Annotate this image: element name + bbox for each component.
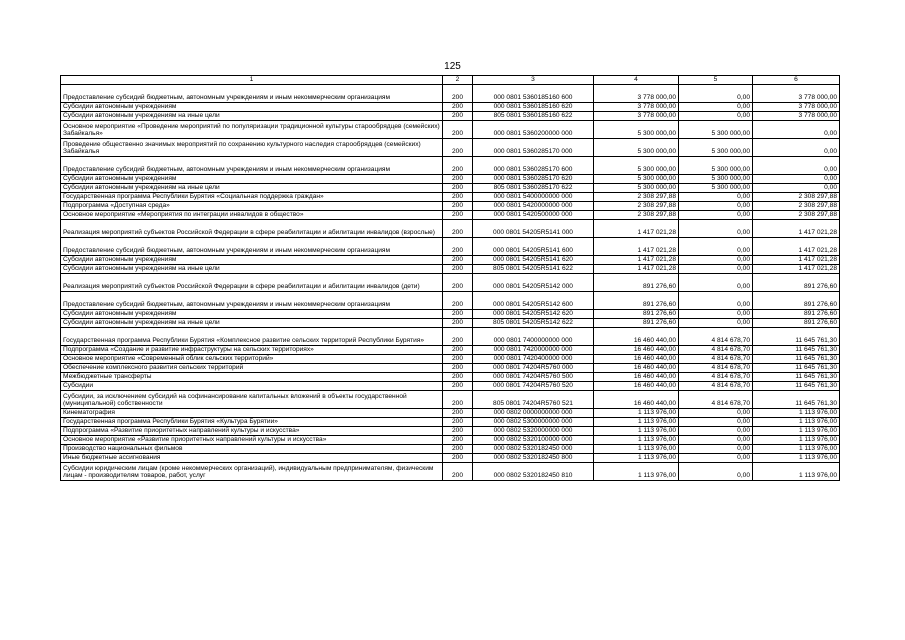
- row-name-cell: Предоставление субсидий бюджетным, автономным учреждениям и иным некоммерческим организациям: [61, 238, 443, 256]
- row-remaining-amount-cell: 0,00: [753, 139, 840, 157]
- row-executed-amount-cell: 4 814 678,70: [679, 328, 753, 346]
- row-line-code-cell: 200: [443, 121, 473, 139]
- row-line-code-cell: 200: [443, 265, 473, 274]
- row-line-code-cell: 200: [443, 175, 473, 184]
- table-row: [61, 202, 840, 211]
- row-name-cell: Государственная программа Республики Бурятия «Культура Бурятии»: [61, 418, 443, 427]
- row-line-code-cell: 200: [443, 418, 473, 427]
- row-executed-amount-cell: 0,00: [679, 85, 753, 103]
- row-budget-code-cell: 000 0801 5360285170 000: [473, 139, 594, 157]
- row-budget-code-cell: 000 0801 54205R5142 600: [473, 292, 594, 310]
- row-line-code-cell: 200: [443, 427, 473, 436]
- row-remaining-amount-cell: 11 645 761,30: [753, 391, 840, 409]
- table-row: [61, 112, 840, 121]
- column-number-4: 4: [594, 76, 679, 85]
- row-executed-amount-cell: 5 300 000,00: [679, 184, 753, 193]
- column-number-6: 6: [753, 76, 840, 85]
- row-approved-amount-cell: 1 113 976,00: [594, 454, 679, 463]
- table-row: [61, 292, 840, 310]
- row-name-cell: Предоставление субсидий бюджетным, автономным учреждениям и иным некоммерческим организациям: [61, 85, 443, 103]
- row-name-cell: Субсидии автономным учреждениям на иные цели: [61, 319, 443, 328]
- row-name-cell: Основное мероприятие «Проведение мероприятий по популяризации традиционной культуры старообрядцев (семейских) Забайкалья»: [61, 121, 443, 139]
- row-budget-code-cell: 000 0802 5320182450 800: [473, 454, 594, 463]
- row-executed-amount-cell: 0,00: [679, 445, 753, 454]
- row-line-code-cell: 200: [443, 139, 473, 157]
- row-executed-amount-cell: 4 814 678,70: [679, 373, 753, 382]
- row-remaining-amount-cell: 1 417 021,28: [753, 256, 840, 265]
- row-line-code-cell: 200: [443, 310, 473, 319]
- row-remaining-amount-cell: 2 308 297,88: [753, 202, 840, 211]
- table-row: [61, 211, 840, 220]
- row-executed-amount-cell: 0,00: [679, 319, 753, 328]
- row-executed-amount-cell: 5 300 000,00: [679, 121, 753, 139]
- row-line-code-cell: 200: [443, 463, 473, 481]
- row-executed-amount-cell: 4 814 678,70: [679, 364, 753, 373]
- row-budget-code-cell: 000 0801 54205R5142 000: [473, 274, 594, 292]
- row-budget-code-cell: 000 0801 74204R5760 500: [473, 373, 594, 382]
- row-name-cell: Субсидии, за исключением субсидий на софинансирование капитальных вложений в объекты государственной (муниципальной) собственности: [61, 391, 443, 409]
- row-name-cell: Кинематография: [61, 409, 443, 418]
- column-number-5: 5: [679, 76, 753, 85]
- row-name-cell: Производство национальных фильмов: [61, 445, 443, 454]
- row-line-code-cell: 200: [443, 157, 473, 175]
- row-name-cell: Обеспечение комплексного развития сельских территорий: [61, 364, 443, 373]
- row-budget-code-cell: 000 0802 0000000000 000: [473, 409, 594, 418]
- row-approved-amount-cell: 1 417 021,28: [594, 265, 679, 274]
- row-executed-amount-cell: 5 300 000,00: [679, 139, 753, 157]
- table-row: [61, 427, 840, 436]
- row-name-cell: Иные бюджетные ассигнования: [61, 454, 443, 463]
- row-approved-amount-cell: 5 300 000,00: [594, 184, 679, 193]
- row-budget-code-cell: 000 0801 5360200000 000: [473, 121, 594, 139]
- row-budget-code-cell: 000 0801 54205R5141 600: [473, 238, 594, 256]
- row-budget-code-cell: 000 0801 7420000000 000: [473, 346, 594, 355]
- row-name-cell: Предоставление субсидий бюджетным, автономным учреждениям и иным некоммерческим организациям: [61, 292, 443, 310]
- table-row: [61, 220, 840, 238]
- column-number-3: 3: [473, 76, 594, 85]
- table-row: [61, 175, 840, 184]
- row-name-cell: Субсидии автономным учреждениям: [61, 103, 443, 112]
- row-budget-code-cell: 805 0801 5360185160 622: [473, 112, 594, 121]
- row-executed-amount-cell: 0,00: [679, 292, 753, 310]
- row-executed-amount-cell: 0,00: [679, 220, 753, 238]
- row-name-cell: Подпрограмма «Доступная среда»: [61, 202, 443, 211]
- table-row: [61, 85, 840, 103]
- row-approved-amount-cell: 3 778 000,00: [594, 103, 679, 112]
- row-budget-code-cell: 000 0801 5400000000 000: [473, 193, 594, 202]
- row-line-code-cell: 200: [443, 319, 473, 328]
- row-approved-amount-cell: 2 308 297,88: [594, 211, 679, 220]
- row-remaining-amount-cell: 1 417 021,28: [753, 220, 840, 238]
- row-line-code-cell: 200: [443, 256, 473, 265]
- table-row: [61, 373, 840, 382]
- table-row: [61, 418, 840, 427]
- row-executed-amount-cell: 4 814 678,70: [679, 346, 753, 355]
- row-remaining-amount-cell: 0,00: [753, 121, 840, 139]
- row-approved-amount-cell: 891 276,60: [594, 292, 679, 310]
- row-approved-amount-cell: 2 308 297,88: [594, 193, 679, 202]
- row-budget-code-cell: 000 0802 5320000000 000: [473, 427, 594, 436]
- row-executed-amount-cell: 0,00: [679, 256, 753, 265]
- row-remaining-amount-cell: 3 778 000,00: [753, 112, 840, 121]
- row-remaining-amount-cell: 1 417 021,28: [753, 238, 840, 256]
- row-executed-amount-cell: 0,00: [679, 193, 753, 202]
- row-approved-amount-cell: 1 113 976,00: [594, 409, 679, 418]
- row-approved-amount-cell: 891 276,60: [594, 319, 679, 328]
- row-remaining-amount-cell: 2 308 297,88: [753, 193, 840, 202]
- row-approved-amount-cell: 16 460 440,00: [594, 373, 679, 382]
- row-approved-amount-cell: 891 276,60: [594, 310, 679, 319]
- row-remaining-amount-cell: 891 276,60: [753, 310, 840, 319]
- row-remaining-amount-cell: 0,00: [753, 175, 840, 184]
- row-name-cell: Предоставление субсидий бюджетным, автономным учреждениям и иным некоммерческим организациям: [61, 157, 443, 175]
- table-row: [61, 463, 840, 481]
- row-budget-code-cell: 000 0801 74204R5760 520: [473, 382, 594, 391]
- table-row: [61, 157, 840, 175]
- row-remaining-amount-cell: 891 276,60: [753, 274, 840, 292]
- row-line-code-cell: 200: [443, 193, 473, 202]
- table-row: [61, 193, 840, 202]
- row-approved-amount-cell: 3 778 000,00: [594, 85, 679, 103]
- row-budget-code-cell: 000 0802 5320182450 810: [473, 463, 594, 481]
- row-name-cell: Субсидии: [61, 382, 443, 391]
- row-executed-amount-cell: 0,00: [679, 427, 753, 436]
- column-number-2: 2: [443, 76, 473, 85]
- row-remaining-amount-cell: 1 113 976,00: [753, 463, 840, 481]
- table-row: [61, 454, 840, 463]
- row-remaining-amount-cell: 1 113 976,00: [753, 427, 840, 436]
- table-row: [61, 238, 840, 256]
- row-remaining-amount-cell: 1 113 976,00: [753, 436, 840, 445]
- table-row: [61, 310, 840, 319]
- row-remaining-amount-cell: 1 417 021,28: [753, 265, 840, 274]
- row-remaining-amount-cell: 3 778 000,00: [753, 103, 840, 112]
- table-row: [61, 265, 840, 274]
- row-name-cell: Реализация мероприятий субъектов Российской Федерации в сфере реабилитации и абилитации инвалидов (взрослые): [61, 220, 443, 238]
- row-approved-amount-cell: 16 460 440,00: [594, 328, 679, 346]
- row-budget-code-cell: 000 0801 54205R5141 000: [473, 220, 594, 238]
- row-line-code-cell: 200: [443, 346, 473, 355]
- row-name-cell: Субсидии автономным учреждениям: [61, 310, 443, 319]
- row-budget-code-cell: 000 0801 5360185160 600: [473, 85, 594, 103]
- row-budget-code-cell: 805 0801 5360285170 622: [473, 184, 594, 193]
- table-row: [61, 319, 840, 328]
- row-budget-code-cell: 000 0802 5300000000 000: [473, 418, 594, 427]
- row-budget-code-cell: 000 0801 7400000000 000: [473, 328, 594, 346]
- row-remaining-amount-cell: 11 645 761,30: [753, 382, 840, 391]
- table-row: [61, 364, 840, 373]
- row-name-cell: Проведение общественно значимых мероприятий по сохранению культурного наследия старообрядцев (семейских) Забайкалья: [61, 139, 443, 157]
- row-approved-amount-cell: 5 300 000,00: [594, 175, 679, 184]
- row-budget-code-cell: 000 0801 54205R5142 620: [473, 310, 594, 319]
- row-remaining-amount-cell: 891 276,60: [753, 319, 840, 328]
- row-remaining-amount-cell: 1 113 976,00: [753, 409, 840, 418]
- row-line-code-cell: 200: [443, 454, 473, 463]
- row-budget-code-cell: 000 0802 5320182450 000: [473, 445, 594, 454]
- row-line-code-cell: 200: [443, 238, 473, 256]
- row-approved-amount-cell: 1 113 976,00: [594, 436, 679, 445]
- row-name-cell: Государственная программа Республики Бурятия «Комплексное развитие сельских территорий Республики Бурятия»: [61, 328, 443, 346]
- page-number: 125: [444, 61, 461, 72]
- row-budget-code-cell: 000 0801 54205R5141 620: [473, 256, 594, 265]
- row-approved-amount-cell: 16 460 440,00: [594, 355, 679, 364]
- table-row: [61, 436, 840, 445]
- row-remaining-amount-cell: 11 645 761,30: [753, 355, 840, 364]
- row-name-cell: Межбюджетные трансферты: [61, 373, 443, 382]
- row-executed-amount-cell: 0,00: [679, 409, 753, 418]
- row-budget-code-cell: 000 0801 5420500000 000: [473, 211, 594, 220]
- row-line-code-cell: 200: [443, 373, 473, 382]
- table-row: [61, 445, 840, 454]
- column-number-1: 1: [61, 76, 443, 85]
- table-body: [61, 76, 840, 481]
- row-line-code-cell: 200: [443, 112, 473, 121]
- row-line-code-cell: 200: [443, 85, 473, 103]
- row-executed-amount-cell: 0,00: [679, 211, 753, 220]
- row-executed-amount-cell: 0,00: [679, 463, 753, 481]
- row-name-cell: Подпрограмма «Создание и развитие инфраструктуры на сельских территориях»: [61, 346, 443, 355]
- row-approved-amount-cell: 16 460 440,00: [594, 391, 679, 409]
- row-name-cell: Субсидии юридическим лицам (кроме некоммерческих организаций), индивидуальным предпринимателям, физическим лицам - производителям товаров, работ, услуг: [61, 463, 443, 481]
- row-name-cell: Подпрограмма «Развитие приоритетных направлений культуры и искусства»: [61, 427, 443, 436]
- row-remaining-amount-cell: 3 778 000,00: [753, 85, 840, 103]
- row-approved-amount-cell: 1 113 976,00: [594, 427, 679, 436]
- row-line-code-cell: 200: [443, 436, 473, 445]
- table-row: [61, 391, 840, 409]
- row-line-code-cell: 200: [443, 409, 473, 418]
- row-line-code-cell: 200: [443, 103, 473, 112]
- row-budget-code-cell: 000 0801 74204R5760 000: [473, 364, 594, 373]
- row-executed-amount-cell: 0,00: [679, 418, 753, 427]
- row-budget-code-cell: 000 0801 5360285170 620: [473, 175, 594, 184]
- row-line-code-cell: 200: [443, 292, 473, 310]
- row-budget-code-cell: 805 0801 54205R5141 622: [473, 265, 594, 274]
- row-name-cell: Реализация мероприятий субъектов Российской Федерации в сфере реабилитации и абилитации инвалидов (дети): [61, 274, 443, 292]
- row-executed-amount-cell: 4 814 678,70: [679, 391, 753, 409]
- row-line-code-cell: 200: [443, 211, 473, 220]
- row-executed-amount-cell: 5 300 000,00: [679, 157, 753, 175]
- row-executed-amount-cell: 0,00: [679, 238, 753, 256]
- table-row: [61, 139, 840, 157]
- row-line-code-cell: 200: [443, 355, 473, 364]
- row-executed-amount-cell: 4 814 678,70: [679, 382, 753, 391]
- row-remaining-amount-cell: 0,00: [753, 184, 840, 193]
- table-row: [61, 409, 840, 418]
- table-row: [61, 184, 840, 193]
- row-budget-code-cell: 805 0801 54205R5142 622: [473, 319, 594, 328]
- table-row: [61, 274, 840, 292]
- row-line-code-cell: 200: [443, 445, 473, 454]
- row-budget-code-cell: 000 0801 5360185160 620: [473, 103, 594, 112]
- row-budget-code-cell: 000 0801 7420400000 000: [473, 355, 594, 364]
- row-remaining-amount-cell: 11 645 761,30: [753, 364, 840, 373]
- row-name-cell: Основное мероприятие «Мероприятия по интеграции инвалидов в общество»: [61, 211, 443, 220]
- row-approved-amount-cell: 5 300 000,00: [594, 157, 679, 175]
- table-row: [61, 256, 840, 265]
- row-approved-amount-cell: 5 300 000,00: [594, 121, 679, 139]
- row-approved-amount-cell: 2 308 297,88: [594, 202, 679, 211]
- row-line-code-cell: 200: [443, 220, 473, 238]
- row-approved-amount-cell: 1 417 021,28: [594, 238, 679, 256]
- row-budget-code-cell: 000 0801 5420000000 000: [473, 202, 594, 211]
- budget-table: [60, 75, 840, 481]
- row-approved-amount-cell: 1 113 976,00: [594, 463, 679, 481]
- row-executed-amount-cell: 5 300 000,00: [679, 175, 753, 184]
- table-row: [61, 328, 840, 346]
- row-approved-amount-cell: 16 460 440,00: [594, 364, 679, 373]
- row-name-cell: Субсидии автономным учреждениям на иные цели: [61, 265, 443, 274]
- row-executed-amount-cell: 0,00: [679, 112, 753, 121]
- row-line-code-cell: 200: [443, 364, 473, 373]
- row-approved-amount-cell: 16 460 440,00: [594, 346, 679, 355]
- row-line-code-cell: 200: [443, 274, 473, 292]
- row-name-cell: Субсидии автономным учреждениям: [61, 256, 443, 265]
- row-executed-amount-cell: 0,00: [679, 454, 753, 463]
- row-approved-amount-cell: 1 113 976,00: [594, 418, 679, 427]
- table-row: [61, 355, 840, 364]
- row-executed-amount-cell: 0,00: [679, 274, 753, 292]
- row-executed-amount-cell: 0,00: [679, 310, 753, 319]
- row-line-code-cell: 200: [443, 382, 473, 391]
- row-approved-amount-cell: 1 417 021,28: [594, 256, 679, 265]
- row-remaining-amount-cell: 11 645 761,30: [753, 346, 840, 355]
- row-name-cell: Субсидии автономным учреждениям на иные цели: [61, 112, 443, 121]
- row-executed-amount-cell: 0,00: [679, 265, 753, 274]
- row-budget-code-cell: 000 0802 5320100000 000: [473, 436, 594, 445]
- row-line-code-cell: 200: [443, 391, 473, 409]
- row-approved-amount-cell: 16 460 440,00: [594, 382, 679, 391]
- row-remaining-amount-cell: 11 645 761,30: [753, 328, 840, 346]
- table-row: [61, 346, 840, 355]
- row-remaining-amount-cell: 1 113 976,00: [753, 454, 840, 463]
- row-budget-code-cell: 000 0801 5360285170 600: [473, 157, 594, 175]
- table-row: [61, 103, 840, 112]
- row-line-code-cell: 200: [443, 184, 473, 193]
- row-name-cell: Субсидии автономным учреждениям на иные цели: [61, 184, 443, 193]
- row-executed-amount-cell: 0,00: [679, 103, 753, 112]
- table-row: [61, 121, 840, 139]
- row-approved-amount-cell: 891 276,60: [594, 274, 679, 292]
- row-remaining-amount-cell: 891 276,60: [753, 292, 840, 310]
- row-approved-amount-cell: 5 300 000,00: [594, 139, 679, 157]
- row-budget-code-cell: 805 0801 74204R5760 521: [473, 391, 594, 409]
- row-executed-amount-cell: 0,00: [679, 436, 753, 445]
- row-executed-amount-cell: 0,00: [679, 202, 753, 211]
- row-remaining-amount-cell: 11 645 761,30: [753, 373, 840, 382]
- column-number-row: [61, 76, 840, 85]
- table-row: [61, 382, 840, 391]
- row-approved-amount-cell: 1 113 976,00: [594, 445, 679, 454]
- row-remaining-amount-cell: 0,00: [753, 157, 840, 175]
- row-executed-amount-cell: 4 814 678,70: [679, 355, 753, 364]
- row-remaining-amount-cell: 1 113 976,00: [753, 418, 840, 427]
- row-line-code-cell: 200: [443, 202, 473, 211]
- row-remaining-amount-cell: 1 113 976,00: [753, 445, 840, 454]
- row-name-cell: Основное мероприятие «Современный облик сельских территорий»: [61, 355, 443, 364]
- row-name-cell: Субсидии автономным учреждениям: [61, 175, 443, 184]
- row-approved-amount-cell: 3 778 000,00: [594, 112, 679, 121]
- row-name-cell: Государственная программа Республики Бурятия «Социальная поддержка граждан»: [61, 193, 443, 202]
- row-approved-amount-cell: 1 417 021,28: [594, 220, 679, 238]
- row-line-code-cell: 200: [443, 328, 473, 346]
- row-remaining-amount-cell: 2 308 297,88: [753, 211, 840, 220]
- row-name-cell: Основное мероприятие «Развитие приоритетных направлений культуры и искусства»: [61, 436, 443, 445]
